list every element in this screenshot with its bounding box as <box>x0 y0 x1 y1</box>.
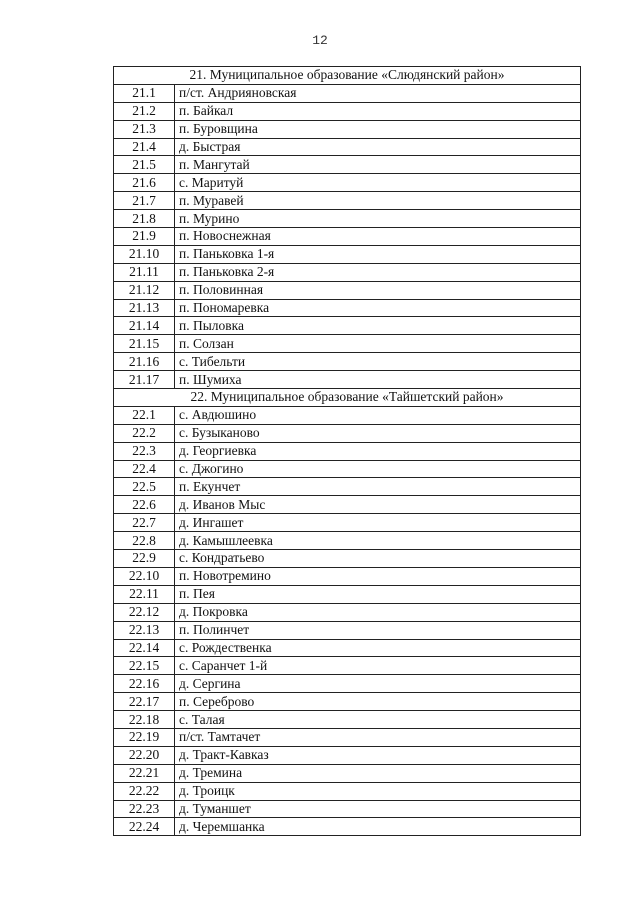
table-row <box>114 782 581 800</box>
row-number: 21.15 <box>114 335 175 353</box>
row-number: 21.13 <box>114 299 175 317</box>
settlement-name: д. Георгиевка <box>175 442 581 460</box>
row-number: 22.17 <box>114 693 175 711</box>
table-row <box>114 550 581 568</box>
table-row <box>114 818 581 836</box>
row-number: 22.8 <box>114 532 175 550</box>
row-number: 21.1 <box>114 84 175 102</box>
table-row <box>114 442 581 460</box>
settlement-name: п. Сереброво <box>175 693 581 711</box>
table-row <box>114 138 581 156</box>
table-row <box>114 245 581 263</box>
table-row <box>114 675 581 693</box>
row-number: 22.23 <box>114 800 175 818</box>
row-number: 21.16 <box>114 353 175 371</box>
row-number: 22.1 <box>114 406 175 424</box>
row-number: 22.13 <box>114 621 175 639</box>
settlement-name: с. Кондратьево <box>175 550 581 568</box>
settlement-name: д. Черемшанка <box>175 818 581 836</box>
settlement-name: п. Муравей <box>175 192 581 210</box>
row-number: 22.10 <box>114 567 175 585</box>
settlements-table <box>113 66 581 836</box>
table-row <box>114 693 581 711</box>
table-row <box>114 496 581 514</box>
settlement-name: д. Иванов Мыс <box>175 496 581 514</box>
row-number: 22.12 <box>114 603 175 621</box>
table-row <box>114 353 581 371</box>
settlement-name: п. Мангутай <box>175 156 581 174</box>
row-number: 22.15 <box>114 657 175 675</box>
settlement-name: д. Троицк <box>175 782 581 800</box>
settlement-name: д. Тракт-Кавказ <box>175 746 581 764</box>
settlement-name: п. Солзан <box>175 335 581 353</box>
table-row <box>114 567 581 585</box>
settlement-name: п. Шумиха <box>175 371 581 389</box>
settlement-name: с. Саранчет 1-й <box>175 657 581 675</box>
settlement-name: с. Тибельти <box>175 353 581 371</box>
row-number: 21.10 <box>114 245 175 263</box>
table-row <box>114 406 581 424</box>
settlement-name: д. Покровка <box>175 603 581 621</box>
row-number: 21.17 <box>114 371 175 389</box>
row-number: 22.21 <box>114 764 175 782</box>
settlement-name: п. Пыловка <box>175 317 581 335</box>
settlement-name: п. Байкал <box>175 102 581 120</box>
table-row <box>114 621 581 639</box>
row-number: 21.8 <box>114 210 175 228</box>
table-row <box>114 299 581 317</box>
settlement-name: п. Новотремино <box>175 567 581 585</box>
row-number: 21.14 <box>114 317 175 335</box>
section-title: 22. Муниципальное образование «Тайшетский район» <box>114 389 581 407</box>
settlement-name: д. Тремина <box>175 764 581 782</box>
table-row <box>114 263 581 281</box>
settlement-name: п. Пономаревка <box>175 299 581 317</box>
row-number: 22.11 <box>114 585 175 603</box>
settlement-name: п. Пея <box>175 585 581 603</box>
row-number: 22.2 <box>114 424 175 442</box>
row-number: 21.5 <box>114 156 175 174</box>
settlement-name: с. Авдюшино <box>175 406 581 424</box>
row-number: 21.4 <box>114 138 175 156</box>
settlement-name: п. Паньковка 2-я <box>175 263 581 281</box>
row-number: 22.19 <box>114 728 175 746</box>
settlement-name: п. Полинчет <box>175 621 581 639</box>
settlement-name: д. Сергина <box>175 675 581 693</box>
settlement-name: п. Паньковка 1-я <box>175 245 581 263</box>
settlement-name: п. Буровщина <box>175 120 581 138</box>
settlement-name: п. Екунчет <box>175 478 581 496</box>
row-number: 21.11 <box>114 263 175 281</box>
settlement-name: д. Быстрая <box>175 138 581 156</box>
table-row <box>114 585 581 603</box>
settlement-name: с. Бузыканово <box>175 424 581 442</box>
settlements-table-body <box>114 67 581 836</box>
table-row <box>114 728 581 746</box>
row-number: 22.16 <box>114 675 175 693</box>
settlement-name: п. Мурино <box>175 210 581 228</box>
row-number: 21.6 <box>114 174 175 192</box>
table-row <box>114 192 581 210</box>
row-number: 21.2 <box>114 102 175 120</box>
row-number: 22.18 <box>114 711 175 729</box>
table-row <box>114 156 581 174</box>
settlement-name: д. Ингашет <box>175 514 581 532</box>
settlement-name: с. Джогино <box>175 460 581 478</box>
table-row <box>114 800 581 818</box>
row-number: 22.22 <box>114 782 175 800</box>
row-number: 22.4 <box>114 460 175 478</box>
row-number: 21.12 <box>114 281 175 299</box>
table-row <box>114 711 581 729</box>
table-row <box>114 210 581 228</box>
section-title: 21. Муниципальное образование «Слюдянский район» <box>114 67 581 85</box>
row-number: 21.9 <box>114 228 175 246</box>
row-number: 21.3 <box>114 120 175 138</box>
table-row <box>114 281 581 299</box>
row-number: 22.20 <box>114 746 175 764</box>
table-row <box>114 657 581 675</box>
row-number: 21.7 <box>114 192 175 210</box>
row-number: 22.14 <box>114 639 175 657</box>
page-number: 12 <box>312 33 328 48</box>
settlement-name: с. Талая <box>175 711 581 729</box>
table-row <box>114 174 581 192</box>
table-row <box>114 120 581 138</box>
settlement-name: п/ст. Андрияновская <box>175 84 581 102</box>
table-row <box>114 460 581 478</box>
table-row <box>114 317 581 335</box>
table-row <box>114 371 581 389</box>
table-row <box>114 335 581 353</box>
settlement-name: д. Камышлеевка <box>175 532 581 550</box>
row-number: 22.6 <box>114 496 175 514</box>
settlement-name: п/ст. Тамтачет <box>175 728 581 746</box>
table-row <box>114 478 581 496</box>
section-header-row <box>114 67 581 85</box>
table-row <box>114 532 581 550</box>
settlement-name: с. Маритуй <box>175 174 581 192</box>
settlement-name: п. Половинная <box>175 281 581 299</box>
row-number: 22.9 <box>114 550 175 568</box>
section-header-row <box>114 389 581 407</box>
row-number: 22.3 <box>114 442 175 460</box>
row-number: 22.5 <box>114 478 175 496</box>
table-row <box>114 639 581 657</box>
settlement-name: с. Рождественка <box>175 639 581 657</box>
table-row <box>114 102 581 120</box>
settlement-name: д. Туманшет <box>175 800 581 818</box>
table-row <box>114 424 581 442</box>
table-row <box>114 603 581 621</box>
table-row <box>114 84 581 102</box>
table-row <box>114 764 581 782</box>
table-row <box>114 514 581 532</box>
row-number: 22.7 <box>114 514 175 532</box>
settlement-name: п. Новоснежная <box>175 228 581 246</box>
table-row <box>114 228 581 246</box>
row-number: 22.24 <box>114 818 175 836</box>
table-row <box>114 746 581 764</box>
